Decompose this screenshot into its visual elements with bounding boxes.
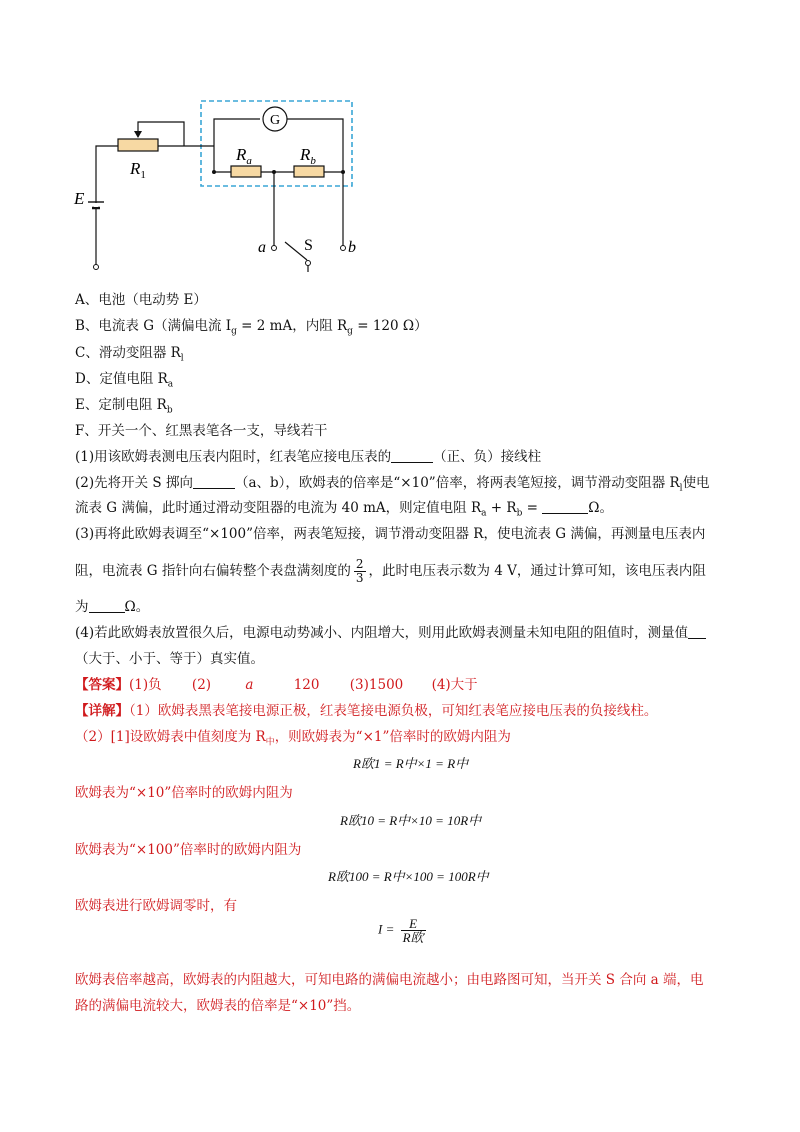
question-3-line-2: 阻，电流表 G 指针向右偏转整个表盘满刻度的 $\frac{2}{3}$ ，此时电压表示数为 4 V，通过计算可知，该电压表内阻 bbox=[75, 557, 706, 585]
circuit-diagram bbox=[60, 90, 380, 280]
label-ra: $R_a$ bbox=[236, 145, 252, 167]
wire bbox=[96, 146, 118, 265]
fraction: $\frac{2}{3}$ bbox=[355, 557, 364, 585]
equation-4: I = $\frac{E}{\text{R欧}}$ bbox=[378, 916, 424, 945]
resistor-r1 bbox=[118, 139, 158, 151]
item-e: E、定制电阻 $R_b$ bbox=[75, 397, 173, 416]
detail-p2: （2）[1]设欧姆表中值刻度为 $R_中$，则欧姆表为“×1”倍率时的欧姆内阻为 bbox=[75, 729, 511, 748]
resistor-ra bbox=[231, 166, 261, 177]
galvanometer-label: G bbox=[269, 113, 281, 128]
label-s: S bbox=[304, 237, 313, 254]
item-f: F、开关一个、红黑表笔各一支，导线若干 bbox=[75, 423, 328, 439]
detail-p3: 欧姆表为“×10”倍率时的欧姆内阻为 bbox=[75, 785, 293, 801]
question-2-line-2: 流表 G 满偏，此时通过滑动变阻器的电流为 40 mA，则定值电阻 $R_a + R_b = \Omega$。 bbox=[75, 500, 613, 519]
item-a: A、电池（电动势 E） bbox=[75, 292, 207, 308]
label-b: b bbox=[348, 239, 356, 256]
item-d: D、定值电阻 $R_a$ bbox=[75, 371, 174, 390]
label-e: E bbox=[74, 189, 85, 208]
question-3-line-1: (3)再将此欧姆表调至“×100”倍率，两表笔短接，调节滑动变阻器 R，使电流表 G 满偏，再测量电压表内 bbox=[75, 526, 706, 542]
detail-p6-line-1: 欧姆表倍率越高，欧姆表的内阻越大，可知电路的满偏电流越小；由电路图可知，当开关 S 合向 a 端，电 bbox=[75, 972, 704, 988]
question-4-line-1: (4)若此欧姆表放置很久后，电源电动势减小、内阻增大，则用此欧姆表测量未知电阻的阻值时，测量值 bbox=[75, 623, 706, 643]
label-a: a bbox=[258, 239, 266, 256]
question-3-line-3: 为 Ω。 bbox=[75, 599, 150, 615]
detail-p6-line-2: 路的满偏电流较大，欧姆表的倍率是“×10”挡。 bbox=[75, 998, 361, 1014]
item-c: C、滑动变阻器 $R_l$ bbox=[75, 345, 184, 364]
answer-line: 【答案】(1)负 (2) a 120 (3)1500 (4)大于 bbox=[75, 677, 478, 693]
equation-2: R欧10 = R中×10 = 10R中 bbox=[340, 813, 482, 828]
resistor-rb bbox=[294, 166, 324, 177]
equation-3: R欧100 = R中×100 = 100R中 bbox=[328, 869, 489, 884]
item-b: B、电流表 G（满偏电流 $I_g = 2$ mA，内阻 $R_g = 120$ Ω） bbox=[75, 318, 428, 337]
question-2-line-1: (2)先将开关 S 掷向 （a、b），欧姆表的倍率是“×10”倍率，将两表笔短接，调节滑动变阻器 $R_l$使电 bbox=[75, 475, 710, 494]
question-1: (1)用该欧姆表测电压表内阻时，红表笔应接电压表的 （正、负）接线柱 bbox=[75, 449, 542, 465]
label-r1: $R_1$ bbox=[130, 159, 146, 181]
detail-p1: 【详解】（1）欧姆表黑表笔接电源正极，红表笔接电源负极，可知红表笔应接电压表的负接线柱。 bbox=[75, 703, 658, 719]
detail-p5: 欧姆表进行欧姆调零时，有 bbox=[75, 898, 237, 914]
detail-p4: 欧姆表为“×100”倍率时的欧姆内阻为 bbox=[75, 842, 302, 858]
label-rb: $R_b$ bbox=[300, 145, 316, 167]
equation-1: R欧1 = R中×1 = R中 bbox=[353, 756, 469, 771]
question-4-line-2: （大于、小于、等于）真实值。 bbox=[75, 651, 264, 667]
